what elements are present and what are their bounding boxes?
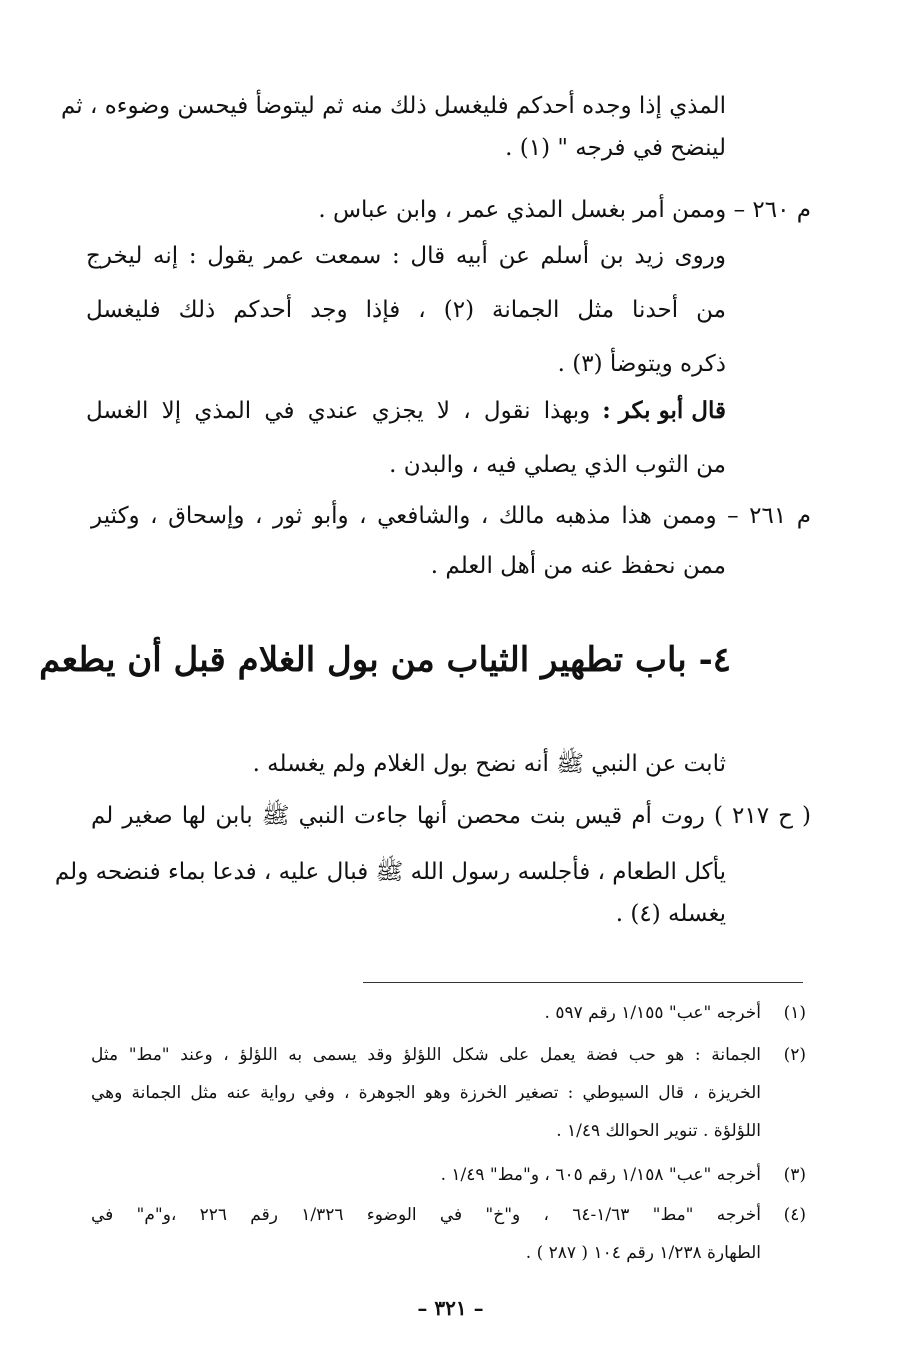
footnote-number: (٢)	[783, 1045, 806, 1065]
paragraph-7	[54, 800, 811, 930]
footnote-line: الخريزة ، قال السيوطي : تصغير الخرزة وهو الجوهرة ، وفي رواية عنه مثل الجمانة وهي	[91, 1083, 761, 1103]
abu-bakr-lead: قال أبو بكر :	[602, 397, 726, 424]
text-line: المذي إذا وجده أحدكم فليغسل ذلك منه ثم ليتوضأ فيحسن وضوءه ، ثم	[60, 93, 726, 119]
paragraph-3	[86, 240, 726, 380]
text-line: من الثوب الذي يصلي فيه ، والبدن .	[389, 452, 726, 478]
footnote-number: (١)	[783, 1003, 806, 1023]
text-line: يأكل الطعام ، فأجلسه رسول الله ﷺ فبال عليه ، فدعا بماء فنضحه ولم	[54, 859, 726, 885]
text-line: من أحدنا مثل الجمانة (٢) ، فإذا وجد أحدكم ذلك فليغسل	[86, 297, 726, 323]
footnote-number: (٣)	[783, 1165, 806, 1185]
footnote-divider	[363, 982, 803, 983]
paragraph-4	[86, 395, 726, 481]
text-line: م ٢٦١ – وممن هذا مذهبه مالك ، والشافعي ، وأبو ثور ، وإسحاق ، وكثير	[91, 503, 811, 529]
chapter-heading: ٤- باب تطهير الثياب من بول الغلام قبل أن يطعم	[39, 640, 731, 680]
text-line: ثابت عن النبي ﷺ أنه نضح بول الغلام ولم يغسله .	[252, 751, 726, 777]
text-line: ممن نحفظ عنه من أهل العلم .	[430, 553, 726, 579]
text-segment: وبهذا نقول ، لا يجزي عندي في المذي إلا الغسل	[86, 398, 591, 424]
text-line: وروى زيد بن أسلم عن أبيه قال : سمعت عمر يقول : إنه ليخرج	[86, 243, 726, 269]
text-line: م ٢٦٠ – وممن أمر بغسل المذي عمر ، وابن عباس .	[318, 197, 811, 223]
footnote-line: اللؤلؤة . تنوير الحوالك ١/٤٩ .	[556, 1121, 761, 1141]
footnote-1	[91, 998, 806, 1028]
paragraph-5	[91, 500, 811, 582]
footnote-line: الجمانة : هو حب فضة يعمل على شكل اللؤلؤ وقد يسمى به اللؤلؤ ، وعند "مط" مثل	[91, 1045, 761, 1065]
footnote-3	[91, 1160, 806, 1190]
paragraph-1	[60, 90, 726, 164]
footnote-line: أخرجه "عب" ١/١٥٥ رقم ٥٩٧ .	[544, 1003, 761, 1023]
text-line: يغسله (٤) .	[615, 901, 726, 927]
footnote-text	[91, 1040, 761, 1146]
footnote-line: الطهارة ١/٢٣٨ رقم ١٠٤ ( ٢٨٧ ) .	[525, 1243, 761, 1263]
footnote-text	[91, 1200, 761, 1268]
paragraph-2	[91, 194, 811, 226]
text-line: ذكره ويتوضأ (٣) .	[557, 351, 726, 377]
footnote-text	[91, 998, 761, 1028]
footnote-line: أخرجه "مط" ١/٦٣-٦٤ ، و"خ" في الوضوء ١/٣٢٦ رقم ٢٢٦ ،و"م" في	[91, 1205, 761, 1225]
text-line	[86, 395, 726, 427]
paragraph-6	[86, 748, 726, 780]
footnote-number: (٤)	[783, 1205, 806, 1225]
footnote-text	[91, 1160, 761, 1190]
footnote-line: أخرجه "عب" ١/١٥٨ رقم ٦٠٥ ، و"مط" ١/٤٩ .	[440, 1165, 761, 1185]
page-number: – ٣٢١ –	[417, 1296, 484, 1320]
footnote-2	[91, 1040, 806, 1146]
text-line: ( ح ٢١٧ ) روت أم قيس بنت محصن أنها جاءت النبي ﷺ بابن لها صغير لم	[91, 803, 811, 829]
footnote-4	[91, 1200, 806, 1268]
text-line: لينضح في فرجه " (١) .	[505, 135, 726, 161]
